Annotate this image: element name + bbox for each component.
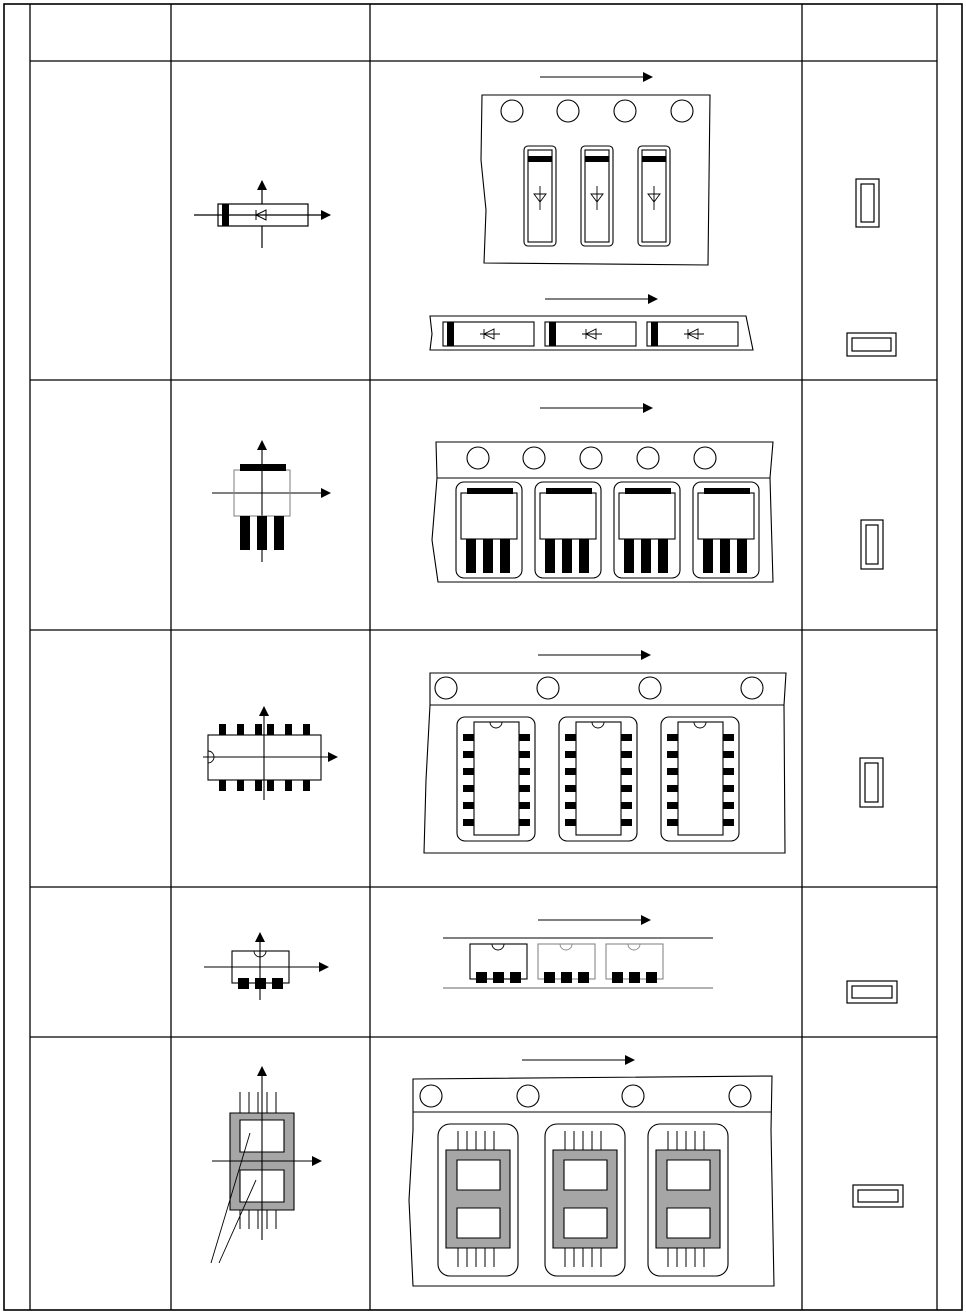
row-3-component-drawing — [203, 707, 337, 800]
row-3-tape — [424, 655, 786, 853]
row-1-horizontal-tape — [430, 299, 753, 350]
row-2-tape — [432, 408, 773, 582]
rectangle-slot-icon — [847, 981, 897, 1003]
row-1-vertical-tape — [481, 77, 710, 265]
rectangle-slot-icon — [860, 758, 883, 807]
rectangle-slot-icon — [861, 520, 883, 569]
small-outline-pocket — [538, 944, 595, 983]
rectangle-slot-icon — [856, 179, 879, 227]
row-4-reel-orientation — [847, 981, 897, 1003]
row-2-reel-orientation — [861, 520, 883, 569]
row-5-component-drawing — [211, 1067, 321, 1263]
small-outline-pocket — [606, 944, 663, 983]
row-3-reel-orientation — [860, 758, 883, 807]
small-outline-pocket — [470, 944, 527, 983]
row-4-component-drawing — [204, 933, 328, 1000]
rectangle-slot-icon — [853, 1185, 903, 1207]
row-1-reel-orientation — [847, 179, 896, 356]
row-5-tape — [409, 1060, 774, 1286]
row-5-reel-orientation — [853, 1185, 903, 1207]
rectangle-slot-icon — [847, 333, 896, 356]
row-2-component-drawing — [212, 441, 330, 562]
row-4-tape — [443, 920, 713, 988]
row-1-component-drawing — [194, 181, 330, 248]
